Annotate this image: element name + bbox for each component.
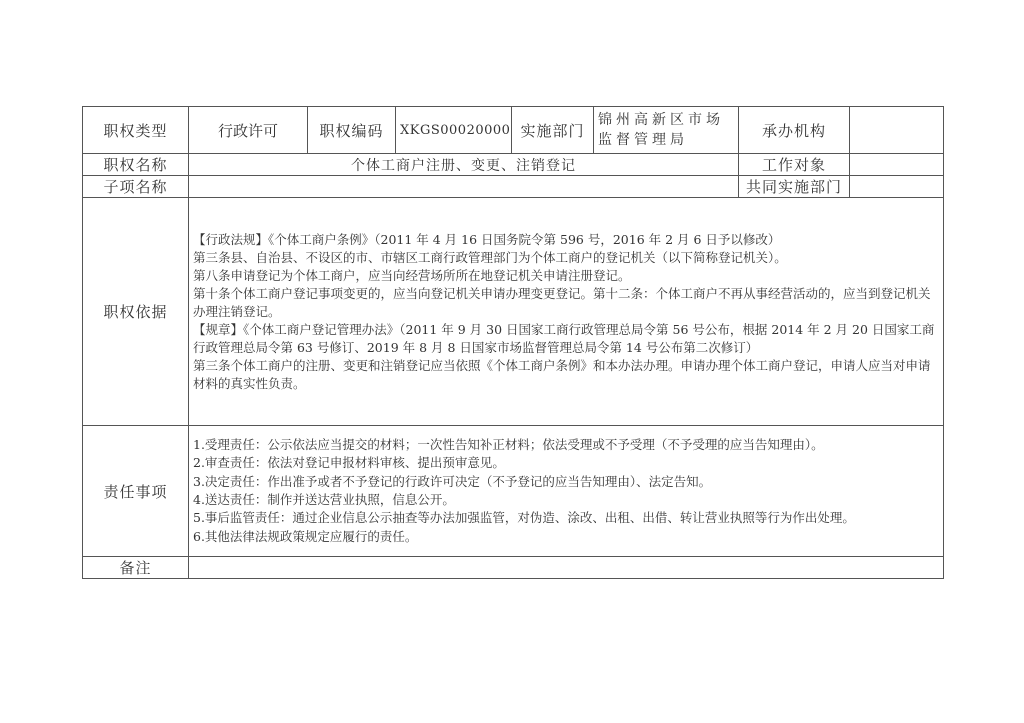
duty-line: 6.其他法律法规政策规定应履行的责任。 [193, 528, 418, 544]
duty-line: 3.决定责任：作出准予或者不予登记的行政许可决定（不予登记的应当告知理由）、法定告知。 [193, 473, 712, 489]
basis-line: 第八条申请登记为个体工商户，应当向经营场所所在地登记机关申请注册登记。 [193, 267, 631, 283]
target-value [850, 154, 944, 176]
org-label: 承办机构 [739, 107, 850, 154]
row-name [83, 154, 944, 176]
name-label: 职权名称 [83, 154, 189, 176]
dept-value: 锦州高新区市场监督管理局 [594, 107, 739, 154]
authority-grid [82, 106, 944, 579]
basis-line: 第三条县、自治县、不设区的市、市辖区工商行政管理部门为个体工商户的登记机关（以下简称登记机关）。 [193, 249, 787, 265]
type-value: 行政许可 [189, 107, 308, 154]
basis-line: 【行政法规】《个体工商户条例》（2011 年 4 月 16 日国务院令第 596 号，2016 年 2 月 6 日予以修改） [193, 231, 781, 247]
sub-label: 子项名称 [83, 176, 189, 198]
duty-content [189, 426, 944, 557]
duty-line: 4.送达责任：制作并送达营业执照，信息公开。 [193, 492, 455, 507]
joint-label: 共同实施部门 [739, 176, 850, 198]
row-basis [83, 198, 944, 426]
basis-line: 第十条个体工商户登记事项变更的，应当向登记机关申请办理变更登记。第十二条：个体工商户不再从事经营活动的，应当到登记机关办理注销登记。 [193, 285, 931, 319]
row-type [83, 107, 944, 154]
joint-value [850, 176, 944, 198]
duty-label: 责任事项 [83, 426, 189, 557]
code-label: 职权编码 [308, 107, 396, 154]
org-value [850, 107, 944, 154]
row-duty [83, 426, 944, 557]
basis-label: 职权依据 [83, 198, 189, 426]
remark-label: 备注 [83, 557, 189, 579]
name-value: 个体工商户注册、变更、注销登记 [189, 154, 739, 176]
type-label: 职权类型 [83, 107, 189, 154]
duty-line: 1.受理责任：公示依法应当提交的材料；一次性告知补正材料；依法受理或不予受理（不予受理的应当告知理由）。 [193, 437, 824, 453]
duty-line: 5.事后监管责任：通过企业信息公示抽查等办法加强监管，对伪造、涂改、出租、出借、转让营业执照等行为作出处理。 [193, 510, 855, 526]
sub-value [189, 176, 739, 198]
row-remark [83, 557, 944, 579]
target-label: 工作对象 [739, 154, 850, 176]
dept-label: 实施部门 [512, 107, 594, 154]
basis-content [189, 198, 944, 426]
basis-line: 第三条个体工商户的注册、变更和注销登记应当依照《个体工商户条例》和本办法办理。申请办理个体工商户登记，申请人应当对申请材料的真实性负责。 [193, 357, 931, 391]
authority-table [82, 106, 943, 579]
remark-value [189, 557, 944, 579]
basis-line: 【规章】《个体工商户登记管理办法》（2011 年 9 月 30 日国家工商行政管理总局令第 56 号公布，根据 2014 年 2 月 20 日国家工商行政管理总局令第 63 号修订、2019 年 8 月 8 日国家市场监督管理总局令第 14 号公布第二次修订） [193, 321, 935, 355]
code-value: XKGS00020000 [396, 107, 512, 154]
duty-line: 2.审查责任：依法对登记申报材料审核、提出预审意见。 [193, 455, 505, 471]
row-subitem [83, 176, 944, 198]
